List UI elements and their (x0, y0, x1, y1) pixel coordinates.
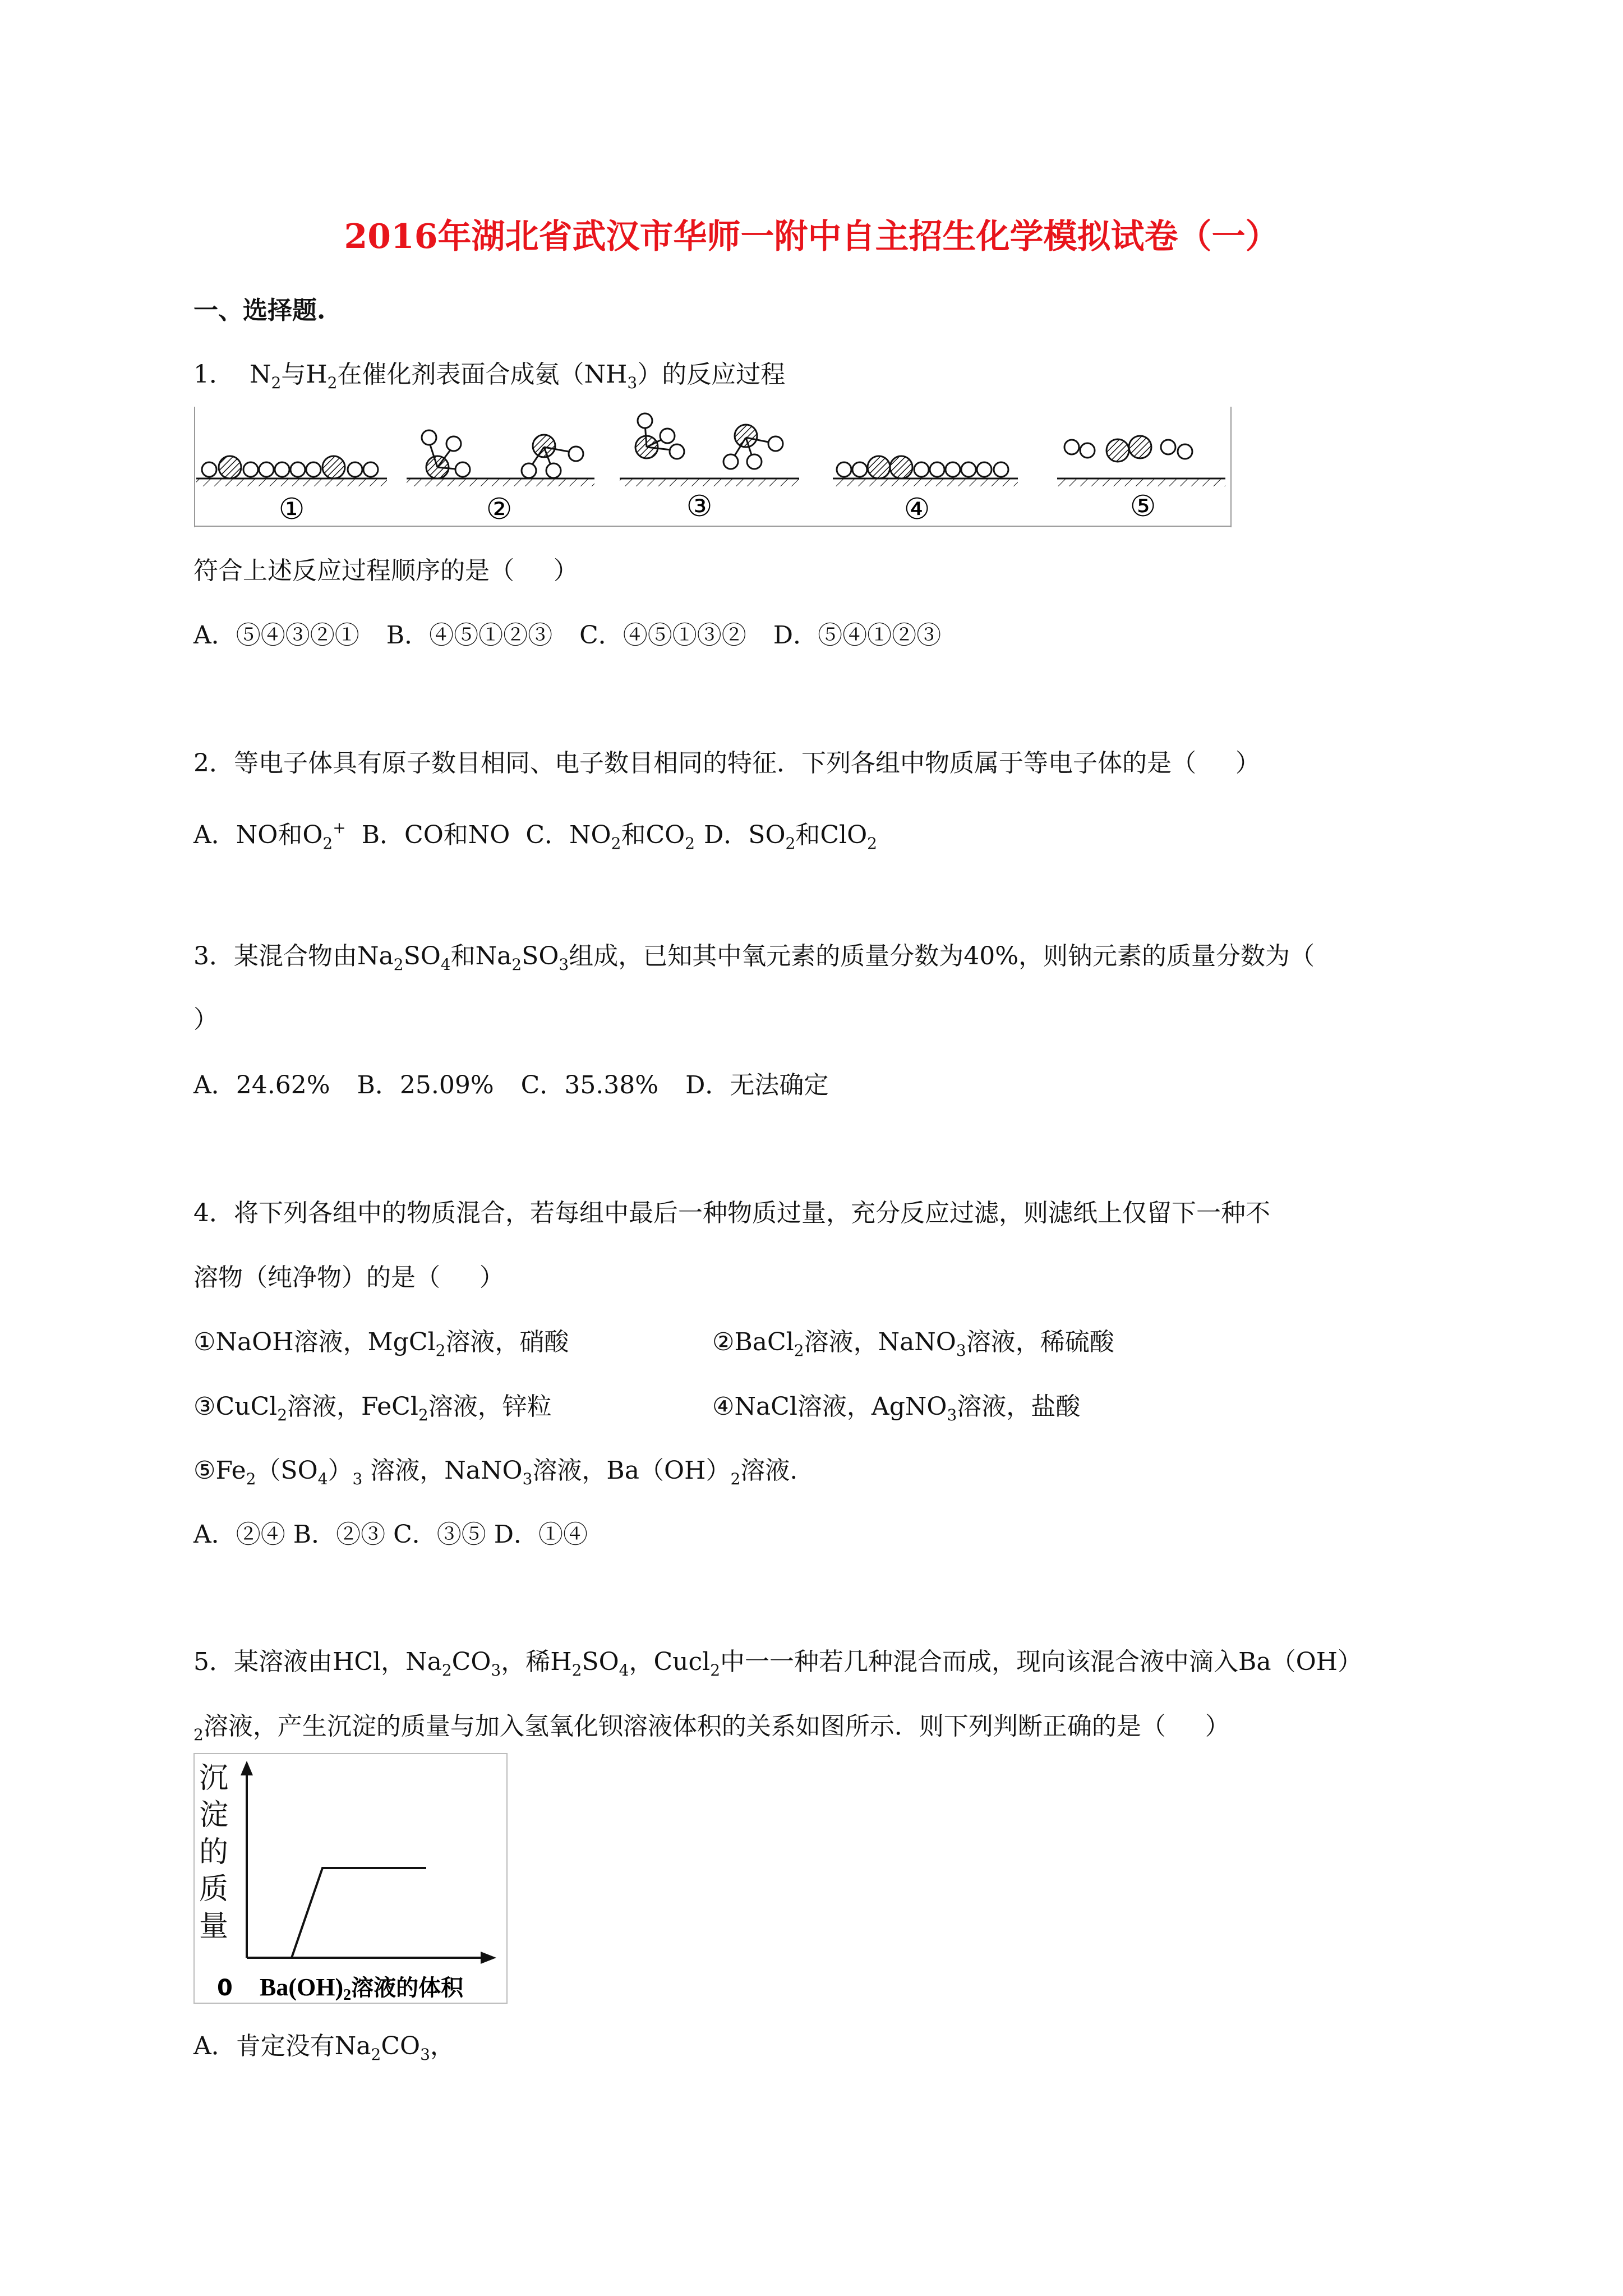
y-label-char-5: 量 (199, 1910, 229, 1943)
question-4-group-5: $⑤Fe_2(SO_4)_3$ 溶液，NaNO$_3$溶液，$Ba(OH)_2$溶液. (193, 1456, 798, 1488)
question-2-stem: 2．等电子体具有原子数目相同、电子数目相同的特征．下列各组中物质属于等电子体的是（ ） (193, 749, 1260, 777)
precipitate-curve (292, 1868, 426, 1958)
question-4-group-4: ④NaCl溶液，AgNO$_3$溶液，盐酸 (712, 1392, 1081, 1424)
precipitate-graph (193, 1753, 508, 2005)
question-3-stem-cont: ） (193, 1005, 218, 1034)
panel-1 (196, 456, 387, 486)
question-2-options: A．NO和$O_2^+$ B．CO和NO C．$NO_2$和$CO_2$ D．$SO_2$和ClO$_2$ (193, 818, 877, 853)
question-4-group-1: ①NaOH溶液，MgCl$_2$溶液，硝酸 (193, 1328, 569, 1360)
panel-label-5: ⑤ (1129, 490, 1156, 523)
y-label-char-1: 沉 (199, 1761, 229, 1795)
panel-3 (620, 413, 799, 486)
y-label-char-3: 的 (199, 1835, 229, 1869)
question-3-stem: 3．某混合物由$Na_2SO_4$和$Na_2SO_3$组成，已知其中氧元素的质量分数为40%，则钠元素的质量分数为（ (193, 942, 1315, 974)
question-4-group-2: ②BaCl$_2$溶液，NaNO$_3$溶液，稀硫酸 (712, 1328, 1114, 1360)
question-3-options: A．24.62% B．25.09% C．35.38% D．无法确定 (193, 1071, 829, 1099)
question-1-stem: 1． $N_2$与$H_2$在催化剂表面合成氨$(NH_3)$的反应过程 (193, 360, 786, 392)
question-1-prompt: 符合上述反应过程顺序的是（ ） (193, 556, 578, 585)
panel-label-2: ② (486, 493, 513, 526)
panel-5 (1057, 436, 1225, 486)
reaction-process-figure (193, 407, 1237, 530)
question-5-stem-line1: 5．某溶液由HCl，$Na_2CO_3$，稀$H_2SO_4$，Cucl$_2$中一一种若几种混合而成，现向该混合液中滴入Ba（OH） (193, 1648, 1363, 1680)
question-1-options: A．⑤④③②① B．④⑤①②③ C．④⑤①③② D．⑤④①②③ (193, 621, 942, 650)
panel-2 (407, 430, 594, 486)
question-4-options: A．②④ B．②③ C．③⑤ D．①④ (193, 1520, 588, 1549)
question-5-option-a: A．肯定没有$Na_2CO_3$， (193, 2032, 455, 2064)
panel-label-1: ① (278, 493, 305, 526)
y-axis-arrow (241, 1761, 253, 1775)
question-5-stem-line2: $_2$溶液，产生沉淀的质量与加入氢氧化钡溶液体积的关系如图所示．则下列判断正确的是（ ） (193, 1712, 1230, 1744)
graph-x-label: Ba(OH)2溶液的体积 (260, 1973, 464, 2004)
question-4-stem-line2: 溶物（纯净物）的是（ ） (193, 1263, 504, 1292)
x-axis-arrow (481, 1952, 496, 1964)
section-heading: 一、选择题. (193, 296, 326, 325)
question-4-stem-line1: 4．将下列各组中的物质混合，若每组中最后一种物质过量，充分反应过滤，则滤纸上仅留下一种不 (193, 1199, 1270, 1227)
y-label-char-4: 质 (199, 1872, 229, 1906)
panel-label-4: ④ (903, 493, 930, 526)
panel-4 (833, 456, 1018, 486)
panel-label-3: ③ (686, 490, 713, 523)
page-title: 2016年湖北省武汉市华师一附中自主招生化学模拟试卷（一） (344, 217, 1279, 256)
graph-origin-label: 0 (217, 1975, 233, 2001)
y-label-char-2: 淀 (199, 1798, 229, 1832)
question-4-group-3: ③CuCl$_2$溶液，FeCl$_2$溶液，锌粒 (193, 1392, 552, 1424)
